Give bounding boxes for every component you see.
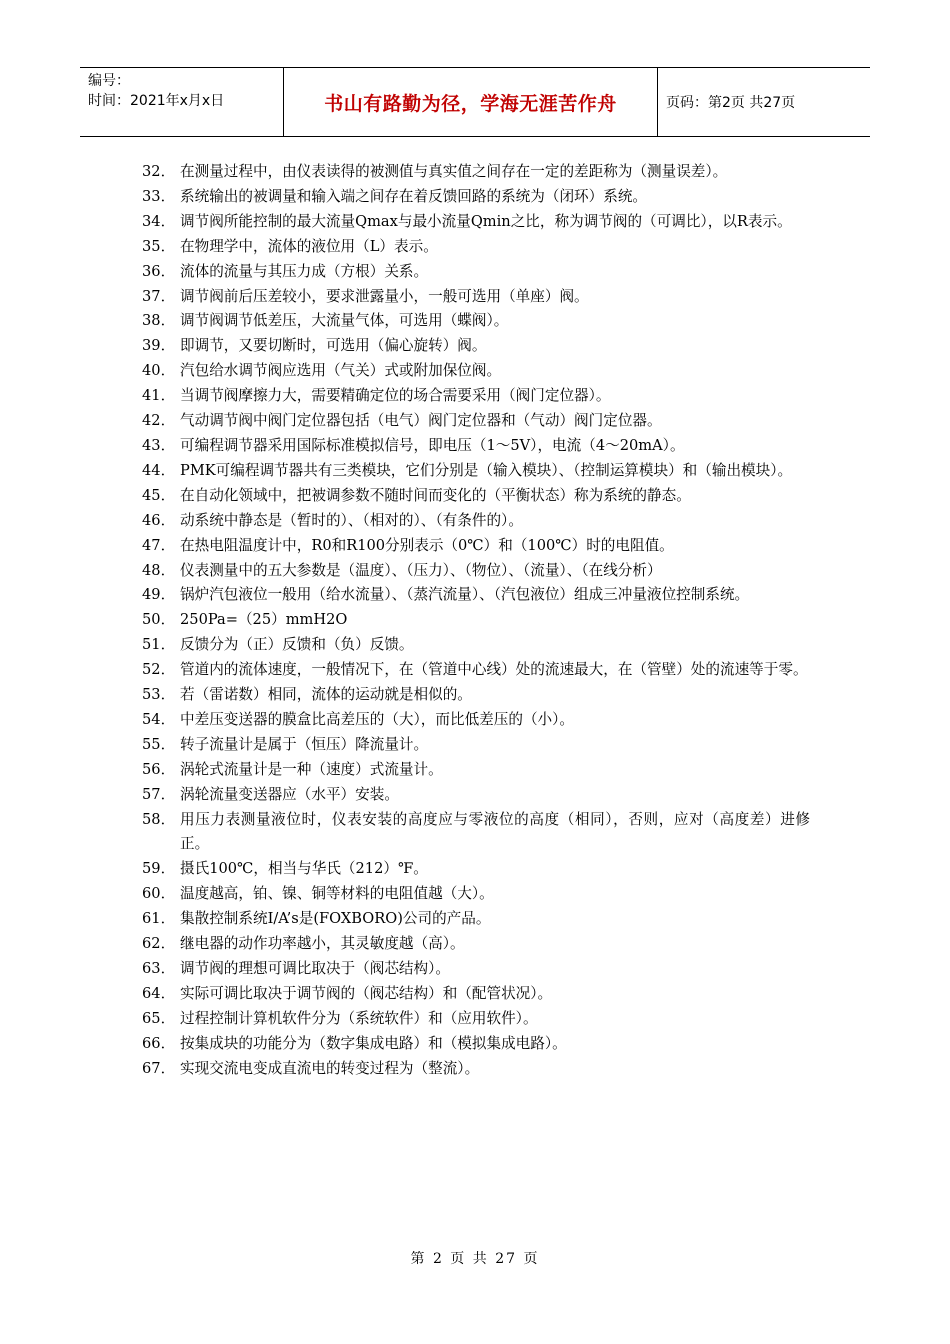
item-text: 调节阀前后压差较小，要求泄露量小，一般可选用（单座）阀。 [180,287,589,305]
list-item [142,309,810,334]
list-item [142,185,810,210]
list-item [142,285,810,310]
item-number: 37． [142,287,176,305]
item-text: 摄氏100℃，相当与华氏（212）℉。 [180,860,428,878]
list-item [142,857,810,882]
list-item [142,359,810,384]
item-text: 用压力表测量液位时，仪表安装的高度应与零液位的高度（相同），否则，应对（高度差）进修正。 [180,810,810,853]
item-number: 63． [142,960,176,977]
list-item [142,384,810,409]
list-item [142,658,810,683]
item-number: 66． [142,1034,176,1052]
item-text: 在物理学中，流体的液位用（L）表示。 [180,237,438,255]
item-text: 当调节阀摩擦力大，需要精确定位的场合需要采用（阀门定位器）。 [180,387,611,405]
item-number: 34． [142,212,176,230]
item-text: 调节阀所能控制的最大流量Qmax与最小流量Qmin之比，称为调节阀的（可调比），以R表示。 [180,212,792,230]
list-item [142,1057,810,1082]
list-item [142,559,810,584]
item-number: 50． [142,611,176,629]
header-page-label: 页码：第2页 共27页 [666,95,796,111]
item-text: 若（雷诺数）相同，流体的运动就是相似的。 [180,686,472,704]
list-item [142,210,810,235]
header-meta [80,68,283,136]
item-text: 调节阀调节低差压，大流量气体，可选用（蝶阀）。 [180,312,509,330]
list-item [142,484,810,509]
list-item [142,608,810,633]
item-text: 仪表测量中的五大参数是（温度）、（压力）、（物位）、（流量）、（在线分析） [180,561,662,579]
item-text: 动系统中静态是（暂时的）、（相对的）、（有条件的）。 [180,511,523,529]
item-number: 49． [142,586,176,604]
item-text: 涡轮式流量计是一种（速度）式流量计。 [180,760,443,778]
item-text: 继电器的动作功率越小，其灵敏度越（高）。 [180,935,465,953]
item-number: 57． [142,785,176,803]
list-item [142,334,810,359]
item-number: 56． [142,760,176,778]
item-number: 59． [142,860,176,878]
list-item [142,633,810,658]
item-text: 流体的流量与其压力成（方根）关系。 [180,262,429,280]
item-number: 52． [142,661,176,679]
item-number: 41． [142,387,176,405]
item-number: 44． [142,461,176,479]
item-number: 40． [142,362,176,380]
item-number: 53． [142,686,176,704]
list-item [142,758,810,783]
list-item [142,683,810,708]
item-number: 64． [142,984,176,1002]
item-number: 47． [142,536,176,554]
list-item [142,583,810,608]
list-item [142,409,810,434]
item-text: 管道内的流体速度，一般情况下，在（管道中心线）处的流速最大，在（管壁）处的流速等于零。 [180,661,808,679]
page-footer: 第 2 页 共 27 页 [410,1251,540,1267]
item-text: 气动调节阀中阀门定位器包括（电气）阀门定位器和（气动）阀门定位器。 [180,412,662,430]
item-text: 汽包给水调节阀应选用（气关）式或附加保位阀。 [180,362,502,380]
item-text: 转子流量计是属于（恒压）降流量计。 [180,735,429,753]
list-item [142,907,810,932]
item-text: 在热电阻温度计中，R0和R100分别表示（0℃）和（100℃）时的电阻值。 [180,536,674,554]
item-text: 涡轮流量变送器应（水平）安装。 [180,785,399,803]
list-item [142,534,810,559]
list-item [142,459,810,484]
item-number: 48． [142,561,176,579]
item-number: 65． [142,1009,176,1027]
item-number: 62． [142,935,176,953]
item-number: 45． [142,486,176,504]
item-text: 温度越高，铂、镍、铜等材料的电阻值越（大）。 [180,885,494,903]
list-item [142,509,810,534]
item-number: 61． [142,910,176,928]
item-number: 42． [142,412,176,430]
item-text: 反馈分为（正）反馈和（负）反馈。 [180,636,414,654]
item-text: 系统输出的被调量和输入端之间存在着反馈回路的系统为（闭环）系统。 [180,187,648,205]
time-label: 时间：2021年x月x日 [88,93,225,109]
item-text: 可编程调节器采用国际标准模拟信号，即电压（1～5V），电流（4～20mA）。 [180,436,685,454]
list-item [142,882,810,907]
item-text: 实际可调比取决于调节阀的（阀芯结构）和（配管状况）。 [180,984,553,1002]
item-text: 集散控制系统I/A’s是(FOXBORO)公司的产品。 [180,910,491,928]
item-text: 过程控制计算机软件分为（系统软件）和（应用软件）。 [180,1009,538,1027]
item-text: 按集成块的功能分为（数字集成电路）和（模拟集成电路）。 [180,1034,567,1052]
item-number: 58． [142,810,176,828]
list-item [142,260,810,285]
item-number: 67． [142,1059,176,1077]
item-text: 250Pa=（25）mmH2O [180,611,348,629]
item-number: 43． [142,436,176,454]
item-number: 39． [142,337,176,355]
list-item [142,1007,810,1032]
header-motto: 书山有路勤为径，学海无涯苦作舟 [283,68,658,136]
item-text: 中差压变送器的膜盒比高差压的（大），而比低差压的（小）。 [180,710,575,728]
item-text: 实现交流电变成直流电的转变过程为（整流）。 [180,1059,480,1077]
list-item [142,808,810,858]
list-item [142,783,810,808]
item-text: PMK可编程调节器共有三类模块，它们分别是（输入模块）、（控制运算模块）和（输出模块）。 [180,461,793,479]
item-number: 33． [142,187,176,205]
list-item [142,708,810,733]
list-item [142,235,810,260]
list-item [142,982,810,1007]
item-number: 32． [142,163,176,180]
page-header [80,67,870,137]
item-number: 55． [142,735,176,753]
item-text: 在自动化领域中，把被调参数不随时间而变化的（平衡状态）称为系统的静态。 [180,486,691,504]
item-number: 36． [142,262,176,280]
question-list [142,160,810,1082]
item-number: 46． [142,511,176,529]
item-number: 51． [142,636,176,654]
item-number: 54． [142,710,176,728]
item-text: 在测量过程中，由仪表读得的被测值与真实值之间存在一定的差距称为（测量误差）。 [180,163,728,180]
list-item [142,160,810,185]
item-number: 60． [142,885,176,903]
list-item [142,932,810,957]
list-item [142,434,810,459]
item-number: 38． [142,312,176,330]
list-item [142,733,810,758]
list-item [142,957,810,982]
item-text: 即调节，又要切断时，可选用（偏心旋转）阀。 [180,337,487,355]
list-item [142,1032,810,1057]
item-text: 锅炉汽包液位一般用（给水流量）、（蒸汽流量）、（汽包液位）组成三冲量液位控制系统。 [180,586,750,604]
item-number: 35． [142,237,176,255]
item-text: 调节阀的理想可调比取决于（阀芯结构）。 [180,960,450,977]
serial-label: 编号： [88,73,130,89]
